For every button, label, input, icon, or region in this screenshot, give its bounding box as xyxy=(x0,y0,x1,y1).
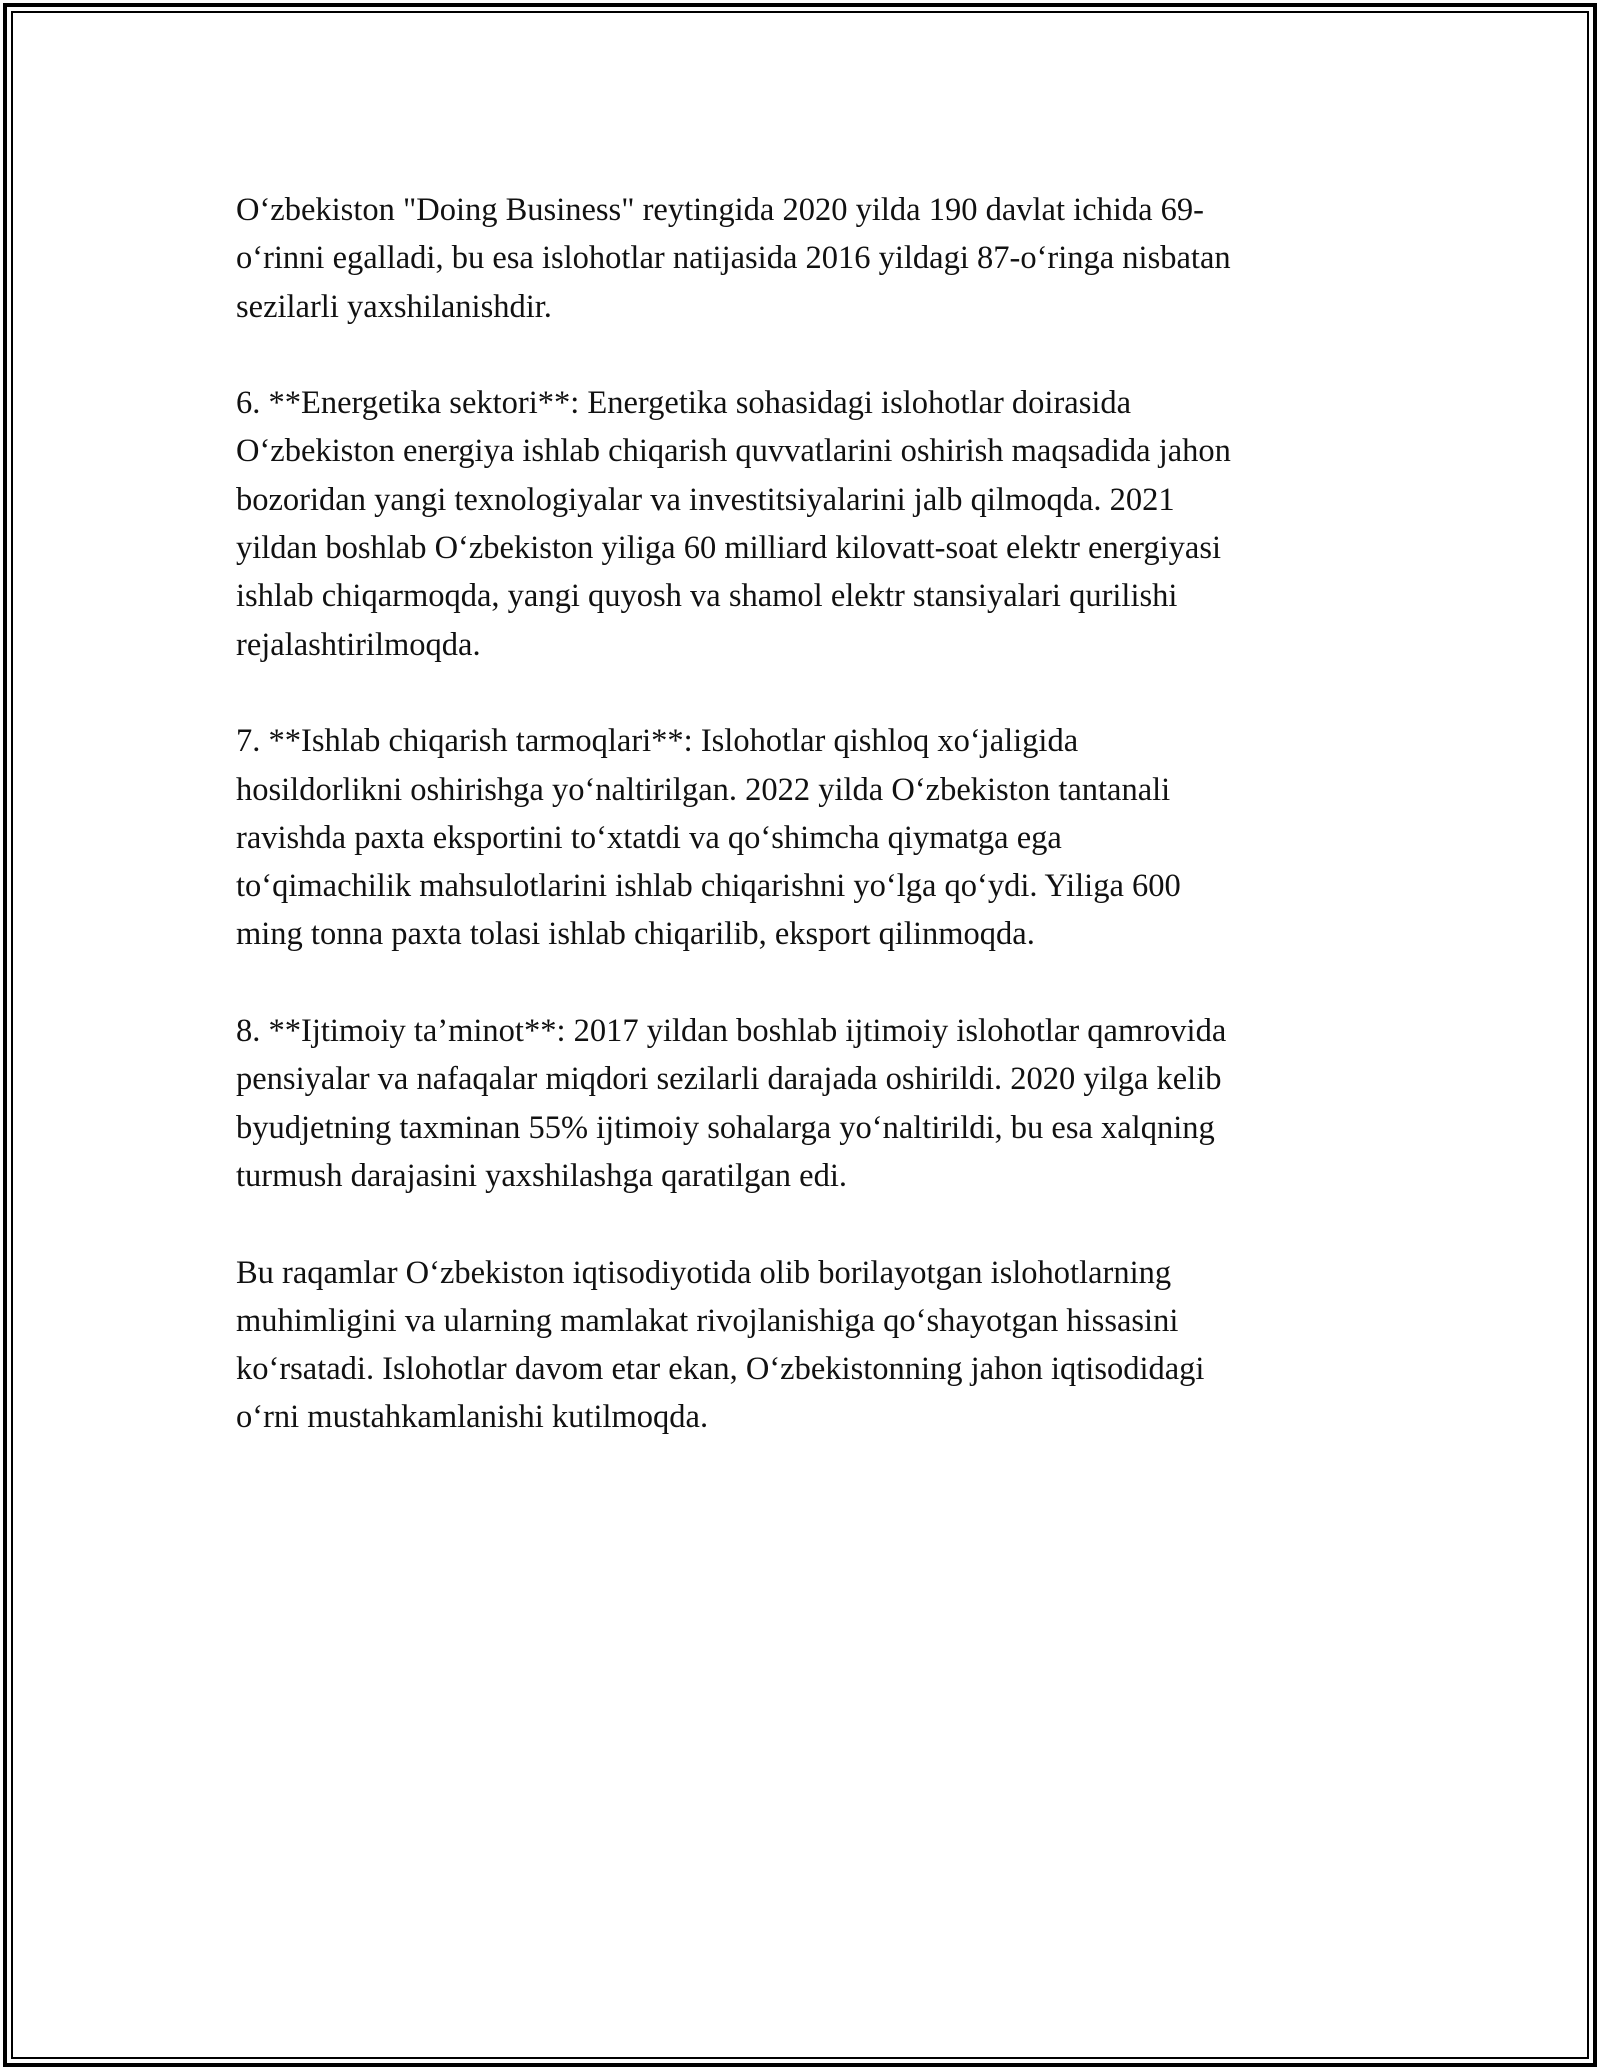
paragraph-social-security: 8. **Ijtimoiy ta’minot**: 2017 yildan boshlab ijtimoiy islohotlar qamrovida pensiyalar va nafaqalar miqdori sezilarli darajada oshirildi. 2020 yilga kelib byudjetning taxminan 55% ijtimoiy sohalarga yo‘naltirildi, bu esa xalqning turmush darajasini yaxshilashga qaratilgan edi. xyxy=(236,1013,1227,1194)
paragraph-conclusion: Bu raqamlar O‘zbekiston iqtisodiyotida olib borilayotgan islohotlarning muhimligini va ularning mamlakat rivojlanishiga qo‘shayotgan hissasini ko‘rsatadi. Islohotlar davom etar ekan, O‘zbekistonning jahon iqtisodidagi o‘rni mustahkamlanishi kutilmoqda. xyxy=(236,1254,1205,1436)
document-body xyxy=(236,186,1366,1442)
paragraph-manufacturing: 7. **Ishlab chiqarish tarmoqlari**: Islohotlar qishloq xo‘jaligida hosildorlikni oshirishga yo‘naltirilgan. 2022 yilda O‘zbekiston tantanali ravishda paxta eksportini to‘xtatdi va qo‘shimcha qiymatga ega to‘qimachilik mahsulotlarini ishlab chiqarishni yo‘lga qo‘ydi. Yiliga 600 ming tonna paxta tolasi ishlab chiqarilib, eksport qilinmoqda. xyxy=(236,723,1181,953)
paragraph-doing-business: O‘zbekiston "Doing Business" reytingida 2020 yilda 190 davlat ichida 69- o‘rinni egalladi, bu esa islohotlar natijasida 2016 yildagi 87-o‘ringa nisbatan sezilarli yaxshilanishdir. xyxy=(236,192,1231,325)
paragraph-energy-sector: 6. **Energetika sektori**: Energetika sohasidagi islohotlar doirasida O‘zbekiston energiya ishlab chiqarish quvvatlarini oshirish maqsadida jahon bozoridan yangi texnologiyalar va investitsiyalarini jalb qilmoqda. 2021 yildan boshlab O‘zbekiston yiliga 60 milliard kilovatt-soat elektr energiyasi ishlab chiqarmoqda, yangi quyosh va shamol elektr stansiyalari qurilishi rejalashtirilmoqda. xyxy=(236,385,1231,663)
